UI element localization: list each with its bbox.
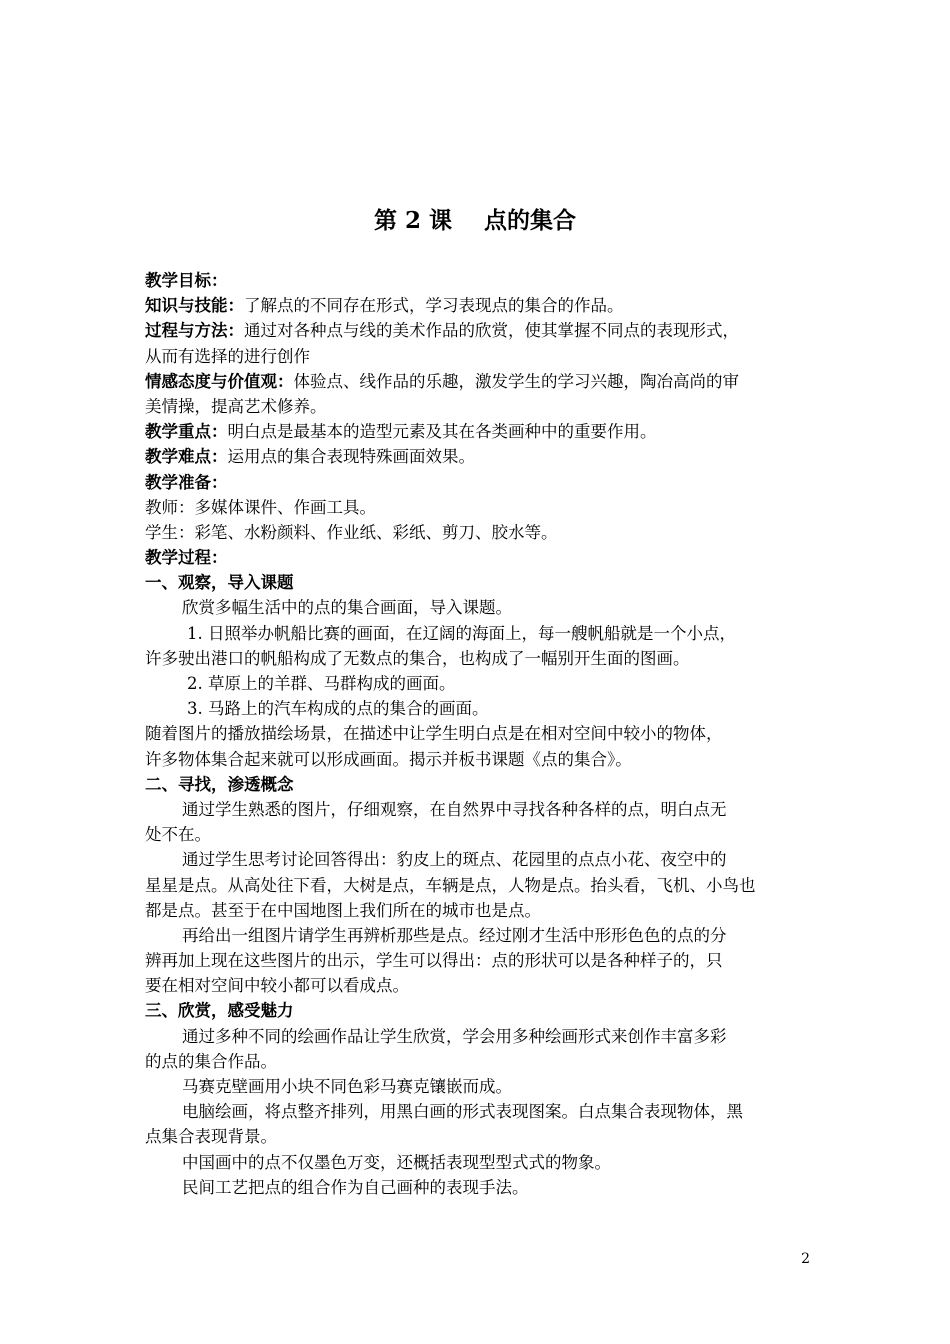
process-method-text-cont: 从而有选择的进行创作 (145, 346, 310, 366)
student-preparation: 学生：彩笔、水粉颜料、作业纸、彩纸、剪刀、胶水等。 (145, 522, 558, 542)
teacher-preparation: 教师：多媒体课件、作画工具。 (145, 497, 376, 517)
section2-paragraph2-cont2: 都是点。甚至于在中国地图上我们所在的城市也是点。 (145, 900, 541, 920)
section3-paragraph3: 电脑绘画，将点整齐排列，用黑白画的形式表现图案。白点集合表现物体，黑 (182, 1102, 743, 1122)
process-method-text: 通过对各种点与线的美术作品的欣赏，使其掌握不同点的表现形式， (244, 321, 739, 341)
process-method (145, 318, 810, 343)
section2-heading: 二、寻找，渗透概念 (145, 774, 294, 794)
section1-item3: 3. 马路上的汽车构成的点的集合的画面。 (187, 699, 489, 719)
section2-paragraph3-cont2: 要在相对空间中较小都可以看成点。 (145, 976, 409, 996)
section3-paragraph3-cont: 点集合表现背景。 (145, 1127, 277, 1147)
key-point-label: 教学重点： (145, 422, 228, 442)
section2-paragraph3: 再给出一组图片请学生再辨析那些是点。经过刚才生活中形形色色的点的分 (182, 925, 727, 945)
knowledge-skill (145, 293, 810, 318)
process-heading: 教学过程： (145, 548, 228, 568)
section1-intro: 欣赏多幅生活中的点的集合画面，导入课题。 (182, 598, 512, 618)
knowledge-label: 知识与技能： (145, 296, 244, 316)
key-point-text: 明白点是最基本的造型元素及其在各类画种中的重要作用。 (227, 422, 657, 442)
section2-paragraph2-cont1: 星星是点。从高处往下看，大树是点，车辆是点，人物是点。抬头看，飞机、小鸟也 (145, 875, 756, 895)
section3-paragraph1: 通过多种不同的绘画作品让学生欣赏，学会用多种绘画形式来创作丰富多彩 (182, 1026, 727, 1046)
section1-item2: 2. 草原上的羊群、马群构成的画面。 (187, 674, 456, 693)
document-body (145, 268, 810, 1200)
section1-summary-cont: 许多物体集合起来就可以形成画面。揭示并板书课题《点的集合》。 (145, 749, 632, 769)
process-method-label: 过程与方法： (145, 321, 244, 341)
difficulty (145, 444, 810, 469)
section1-item1: 1. 日照举办帆船比赛的画面，在辽阔的海面上，每一艘帆船就是一个小点， (187, 623, 736, 643)
knowledge-text: 了解点的不同存在形式，学习表现点的集合的作品。 (244, 296, 624, 316)
section2-paragraph1: 通过学生熟悉的图片，仔细观察，在自然界中寻找各种各样的点，明白点无 (182, 799, 727, 819)
section3-paragraph4: 中国画中的点不仅墨色万变，还概括表现型型式式的物象。 (182, 1152, 611, 1172)
section1-summary: 随着图片的播放描绘场景，在描述中让学生明白点是在相对空间中较小的物体， (145, 724, 723, 744)
emotion-label: 情感态度与价值观： (145, 371, 294, 391)
section3-paragraph1-cont: 的点的集合作品。 (145, 1051, 277, 1071)
key-point (145, 419, 810, 444)
objectives-heading: 教学目标： (145, 271, 228, 290)
emotion-text: 体验点、线作品的乐趣，激发学生的学习兴趣，陶冶高尚的审 (293, 371, 739, 391)
emotion-text-cont: 美情操，提高艺术修养。 (145, 396, 327, 416)
section1-heading: 一、观察，导入课题 (145, 573, 294, 593)
section2-paragraph3-cont1: 辨再加上现在这些图片的出示，学生可以得出：点的形状可以是各种样子的，只 (145, 951, 723, 971)
lesson-title: 第 2 课 点的集合 (373, 207, 577, 234)
section3-paragraph5: 民间工艺把点的组合作为自己画种的表现手法。 (182, 1177, 529, 1197)
section3-heading: 三、欣赏，感受魅力 (145, 1001, 294, 1021)
difficulty-label: 教学难点： (145, 447, 228, 467)
section2-paragraph1-cont: 处不在。 (145, 825, 211, 845)
section2-paragraph2: 通过学生思考讨论回答得出：豹皮上的斑点、花园里的点点小花、夜空中的 (182, 850, 727, 870)
page-number: 2 (801, 1251, 810, 1267)
section1-item1-cont: 许多驶出港口的帆船构成了无数点的集合，也构成了一幅别开生面的图画。 (145, 648, 690, 668)
section3-paragraph2: 马赛克壁画用小块不同色彩马赛克镶嵌而成。 (182, 1077, 512, 1096)
preparation-heading: 教学准备： (145, 472, 228, 492)
emotion-values (145, 369, 810, 394)
difficulty-text: 运用点的集合表现特殊画面效果。 (227, 447, 475, 467)
